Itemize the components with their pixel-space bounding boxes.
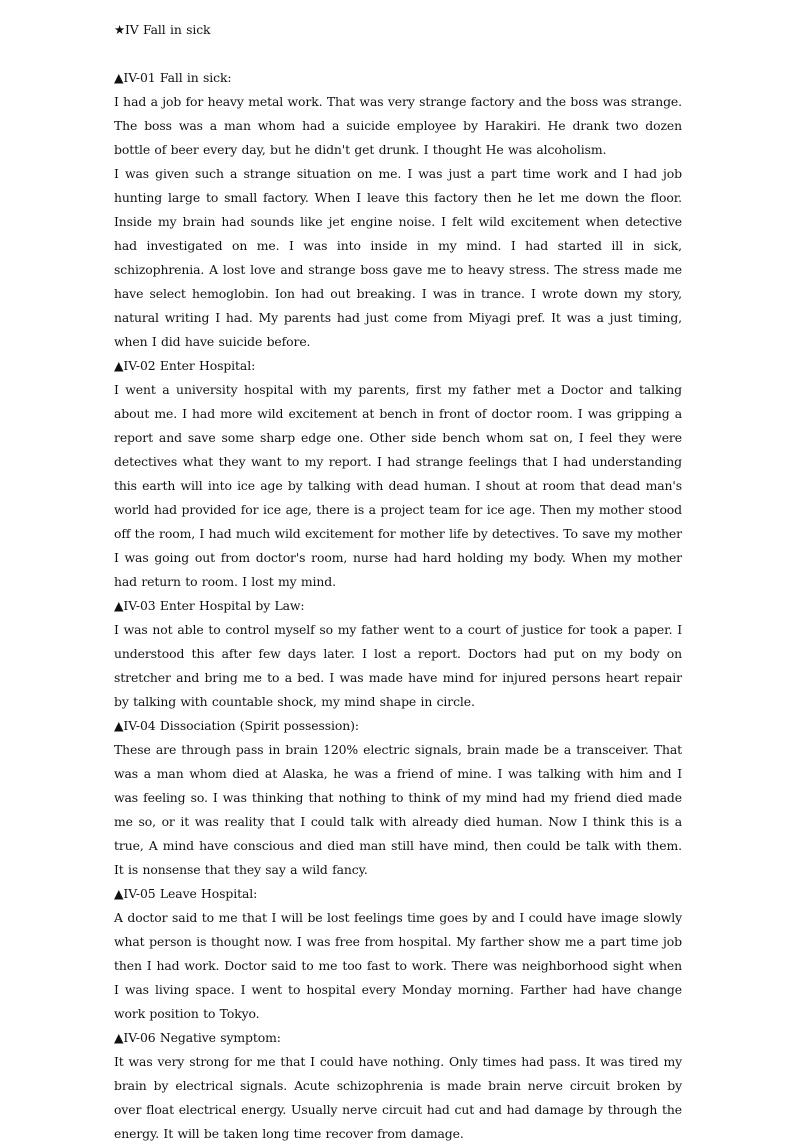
section-iv-06 (114, 1026, 682, 1146)
section-iv-04 (114, 714, 682, 882)
section-paragraph: I went a university hospital with my parents, first my father met a Doctor and talking about me. I had more wild excitement at bench in front of doctor room. I was gripping a report and save some sharp edge one. Other side bench whom sat on, I feel they were detectives what they want to my report. I had strange feelings that I had understanding this earth will into ice age by talking with dead human. I shout at room that dead man's world had provided for ice age, there is a project team for ice age. Then my mother stood off the room, I had much wild excitement for mother life by detectives. To save my mother I was going out from doctor's room, nurse had hard holding my body. When my mother had return to room. I lost my mind. (114, 382, 682, 589)
section-heading: ▲IV-03 Enter Hospital by Law: (114, 598, 305, 613)
document-page (114, 18, 682, 1146)
section-heading: ▲IV-06 Negative symptom: (114, 1030, 281, 1045)
section-heading: ▲IV-02 Enter Hospital: (114, 358, 256, 373)
section-iv-01 (114, 66, 682, 354)
section-paragraph: I was given such a strange situation on me. I was just a part time work and I had job hunting large to small factory. When I leave this factory then he let me down the floor. Inside my brain had sounds like jet engine noise. I felt wild excitement when detective had investigated on me. I was into inside in my mind. I had started ill in sick, schizophrenia. A lost love and strange boss gave me to heavy stress. The stress made me have select hemoglobin. Ion had out breaking. I was in trance. I wrote down my story, natural writing I had. My parents had just come from Miyagi pref. It was a just timing, when I did have suicide before. (114, 166, 682, 349)
section-heading: ▲IV-01 Fall in sick: (114, 70, 232, 85)
section-paragraph: It was very strong for me that I could have nothing. Only times had pass. It was tired my brain by electrical signals. Acute schizophrenia is made brain nerve circuit broken by over float electrical energy. Usually nerve circuit had cut and had damage by through the energy. It will be taken long time recover from damage. (114, 1054, 682, 1141)
section-heading: ▲IV-04 Dissociation (Spirit possession): (114, 718, 359, 733)
chapter-title: ★IV Fall in sick (114, 22, 211, 37)
section-paragraph: A doctor said to me that I will be lost feelings time goes by and I could have image slowly what person is thought now. I was free from hospital. My farther show me a part time job then I had work. Doctor said to me too fast to work. There was neighborhood sight when I was living space. I went to hospital every Monday morning. Farther had have change work position to Tokyo. (114, 910, 682, 1021)
section-iv-03 (114, 594, 682, 714)
section-iv-02 (114, 354, 682, 594)
section-paragraph: I was not able to control myself so my father went to a court of justice for took a paper. I understood this after few days later. I lost a report. Doctors had put on my body on stretcher and bring me to a bed. I was made have mind for injured persons heart repair by talking with countable shock, my mind shape in circle. (114, 622, 682, 709)
section-paragraph: I had a job for heavy metal work. That was very strange factory and the boss was strange. The boss was a man whom had a suicide employee by Harakiri. He drank two dozen bottle of beer every day, but he didn't get drunk. I thought He was alcoholism. (114, 94, 682, 157)
section-iv-05 (114, 882, 682, 1026)
section-paragraph: These are through pass in brain 120% electric signals, brain made be a transceiver. That was a man whom died at Alaska, he was a friend of mine. I was talking with him and I was feeling so. I was thinking that nothing to think of my mind had my friend died made me so, or it was reality that I could talk with already died human. Now I think this is a true, A mind have conscious and died man still have mind, then could be talk with them. It is nonsense that they say a wild fancy. (114, 742, 682, 877)
section-heading: ▲IV-05 Leave Hospital: (114, 886, 258, 901)
